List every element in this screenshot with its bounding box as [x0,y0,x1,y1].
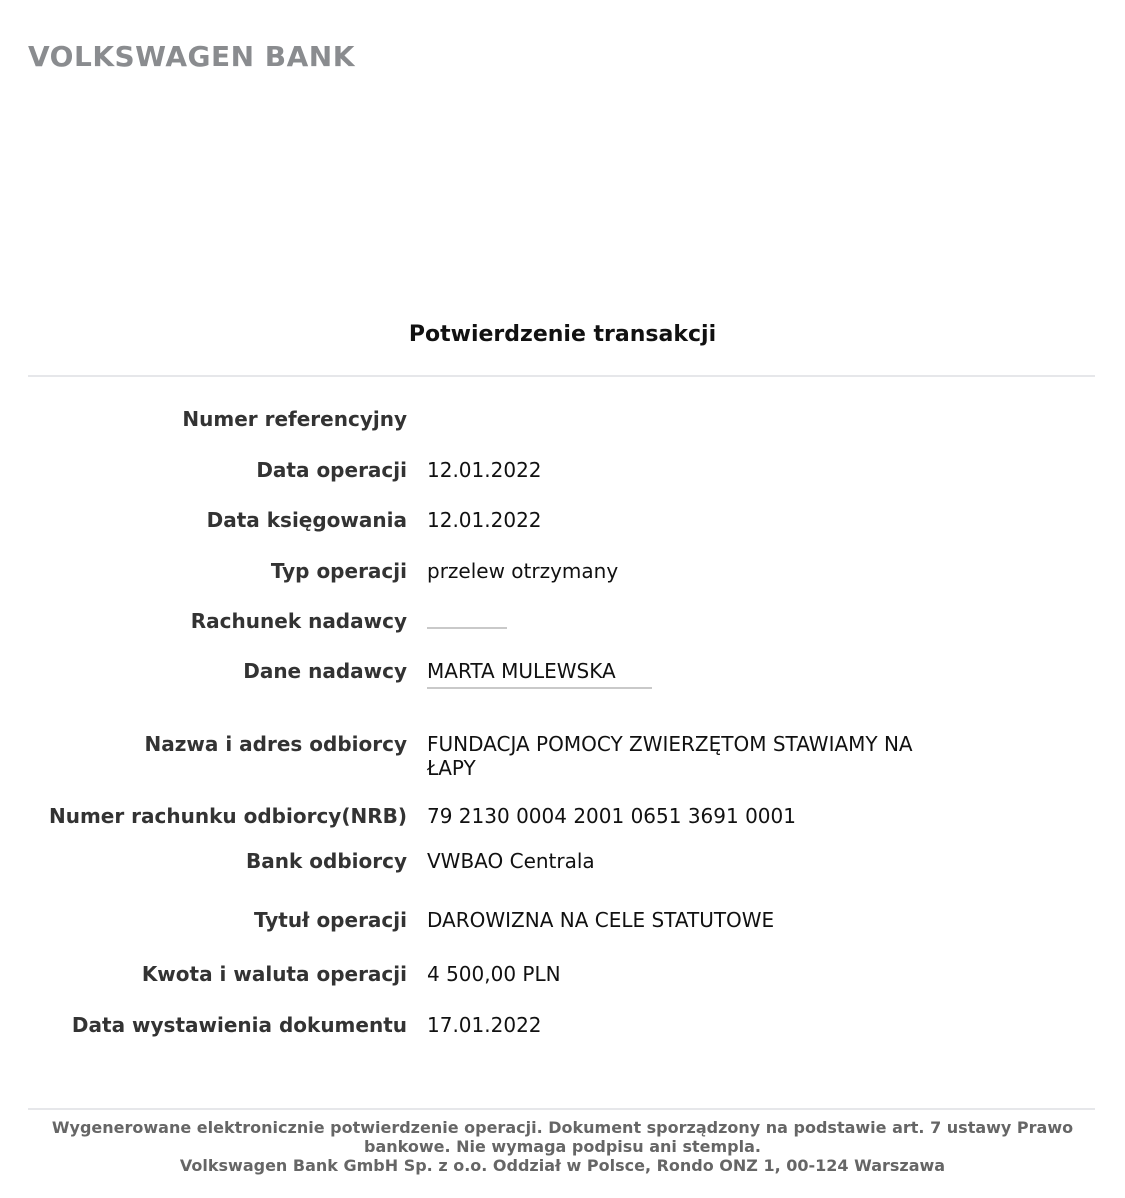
field-label: Numer referencyjny [182,407,407,431]
field-value: FUNDACJA POMOCY ZWIERZĘTOM STAWIAMY NA ŁAPY [427,732,913,780]
footer-note [40,1118,1085,1175]
field-label: Numer rachunku odbiorcy(NRB) [48,804,407,828]
top-divider [28,375,1095,377]
field-value: 12.01.2022 [427,508,542,532]
redacted-mark [427,687,652,689]
field-label: Data wystawienia dokumentu [71,1013,407,1037]
field-value: 4 500,00 PLN [427,962,561,986]
field-label: Rachunek nadawcy [190,609,407,633]
field-value: 79 2130 0004 2001 0651 3691 0001 [427,804,796,828]
field-value: MARTA MULEWSKA [427,659,616,683]
field-label: Tytuł operacji [253,908,407,932]
field-value: 12.01.2022 [427,458,542,482]
redacted-mark [427,627,507,629]
field-label: Nazwa i adres odbiorcy [144,732,407,756]
field-value: 17.01.2022 [427,1013,542,1037]
field-label: Data operacji [256,458,407,482]
document-title: Potwierdzenie transakcji [408,322,717,347]
field-value: VWBAO Centrala [427,849,595,873]
footer-disclaimer: Wygenerowane elektronicznie potwierdzenie operacji. Dokument sporządzony na podstawie art. 7 ustawy Prawo bankowe. Nie wymaga podpisu ani stempla. [51,1118,1074,1156]
field-value: DAROWIZNA NA CELE STATUTOWE [427,908,775,932]
field-label: Dane nadawcy [243,659,407,683]
field-value: przelew otrzymany [427,559,619,583]
footer-bank-address: Volkswagen Bank GmbH Sp. z o.o. Oddział w Polsce, Rondo ONZ 1, 00-124 Warszawa [179,1156,946,1175]
bank-logo: VOLKSWAGEN BANK [28,40,355,73]
field-label: Data księgowania [206,508,407,532]
bottom-divider [28,1108,1095,1110]
field-label: Kwota i waluta operacji [141,962,407,986]
field-label: Typ operacji [270,559,407,583]
field-label: Bank odbiorcy [246,849,407,873]
